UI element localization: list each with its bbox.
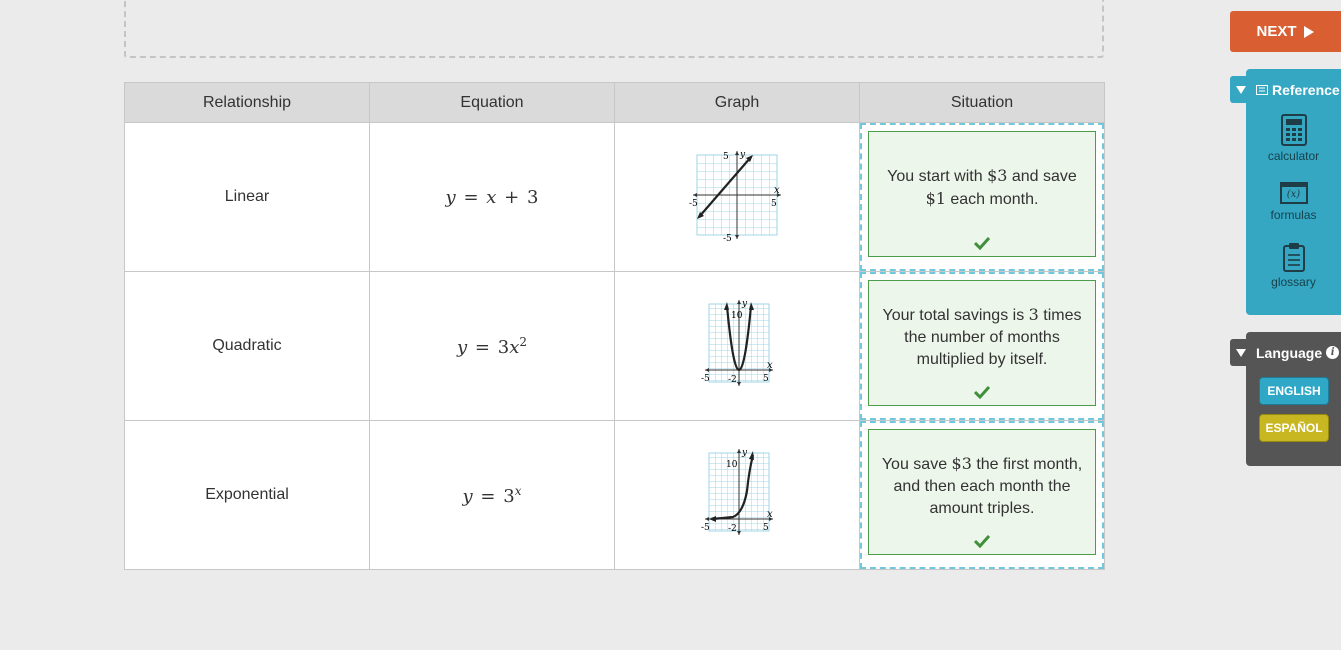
equation-quadratic: $y = 3x^2$ — [457, 334, 527, 358]
graph-ylabel: y — [742, 298, 748, 309]
checkmark-icon — [974, 385, 990, 399]
clipboard-icon — [1283, 242, 1305, 272]
formulas-label: formulas — [1270, 208, 1317, 222]
graph-ymin-label: -2 — [728, 523, 737, 534]
equation-linear: y = x + 3 — [445, 186, 539, 208]
graph-xlabel: x — [767, 359, 773, 371]
graph-ylabel: y — [742, 447, 748, 458]
graph-ymin-label: -5 — [723, 233, 732, 243]
header-relationship: Relationship — [125, 83, 370, 123]
graph-xlabel: x — [767, 508, 773, 520]
quadratic-graph — [697, 296, 777, 392]
header-graph: Graph — [615, 83, 860, 123]
triangle-down-icon — [1236, 85, 1246, 95]
play-arrow-icon — [1303, 26, 1315, 38]
graph-xmin-label: -5 — [701, 373, 710, 384]
graph-xmin-label: -5 — [689, 198, 698, 209]
reference-book-icon — [1256, 85, 1268, 95]
answer-drop-area-top — [124, 0, 1104, 58]
header-situation: Situation — [860, 83, 1105, 123]
relationship-label: Quadratic — [125, 272, 370, 421]
table-header-row — [125, 83, 1105, 123]
spanish-button[interactable]: ESPAÑOL — [1259, 414, 1329, 442]
situation-cell[interactable] — [860, 421, 1105, 570]
graph-ylabel: y — [740, 149, 746, 160]
checkmark-icon — [974, 534, 990, 548]
formulas-icon: (x) — [1280, 182, 1308, 204]
situation-card[interactable] — [868, 280, 1096, 406]
table-row — [125, 421, 1105, 570]
situation-text: You start with $3 and save $1 each month. — [887, 166, 1077, 208]
exponential-graph — [697, 445, 777, 541]
graph-cell — [615, 272, 860, 421]
situation-cell[interactable] — [860, 123, 1105, 272]
graph-ymax-label: 10 — [731, 310, 743, 321]
reference-panel — [1246, 69, 1341, 315]
relationship-label: Linear — [125, 123, 370, 272]
table-row — [125, 272, 1105, 421]
formulas-tool[interactable] — [1246, 182, 1341, 222]
next-button[interactable] — [1230, 11, 1341, 52]
calculator-icon — [1281, 114, 1307, 146]
graph-xmax-label: 5 — [763, 522, 769, 533]
language-toggle[interactable] — [1230, 339, 1341, 366]
situation-card[interactable] — [868, 131, 1096, 257]
equation-cell — [370, 421, 615, 570]
linear-graph — [689, 147, 785, 243]
english-button[interactable]: ENGLISH — [1259, 377, 1329, 405]
calculator-label: calculator — [1267, 149, 1320, 163]
next-button-label: NEXT — [1256, 23, 1297, 40]
header-equation: Equation — [370, 83, 615, 123]
glossary-label: glossary — [1271, 275, 1316, 289]
graph-ymax-label: 5 — [723, 151, 729, 162]
relationship-table — [124, 82, 1105, 570]
graph-xmax-label: 5 — [763, 373, 769, 384]
table-row — [125, 123, 1105, 272]
graph-cell — [615, 123, 860, 272]
graph-ymax-label: 10 — [726, 459, 738, 470]
reference-title: Reference — [1272, 81, 1340, 98]
graph-cell — [615, 421, 860, 570]
relationship-label: Exponential — [125, 421, 370, 570]
situation-cell[interactable] — [860, 272, 1105, 421]
graph-ymin-label: -2 — [728, 374, 737, 385]
info-icon[interactable]: i — [1326, 346, 1339, 359]
glossary-tool[interactable] — [1246, 242, 1341, 289]
checkmark-icon — [974, 236, 990, 250]
calculator-tool[interactable] — [1246, 114, 1341, 163]
reference-toggle[interactable] — [1230, 76, 1341, 103]
graph-xmin-label: -5 — [701, 522, 710, 533]
triangle-down-icon — [1236, 348, 1246, 358]
situation-text: Your total savings is 3 times the number of months multiplied by itself. — [882, 304, 1082, 368]
graph-xmax-label: 5 — [771, 198, 777, 209]
situation-text: You save $3 the first month, and then each month the amount triples. — [881, 453, 1083, 517]
language-title: Language — [1256, 344, 1323, 361]
equation-cell — [370, 272, 615, 421]
equation-cell — [370, 123, 615, 272]
equation-exponential: y = 3$^x$ — [462, 483, 522, 507]
graph-xlabel: x — [774, 184, 780, 196]
situation-card[interactable] — [868, 429, 1096, 555]
